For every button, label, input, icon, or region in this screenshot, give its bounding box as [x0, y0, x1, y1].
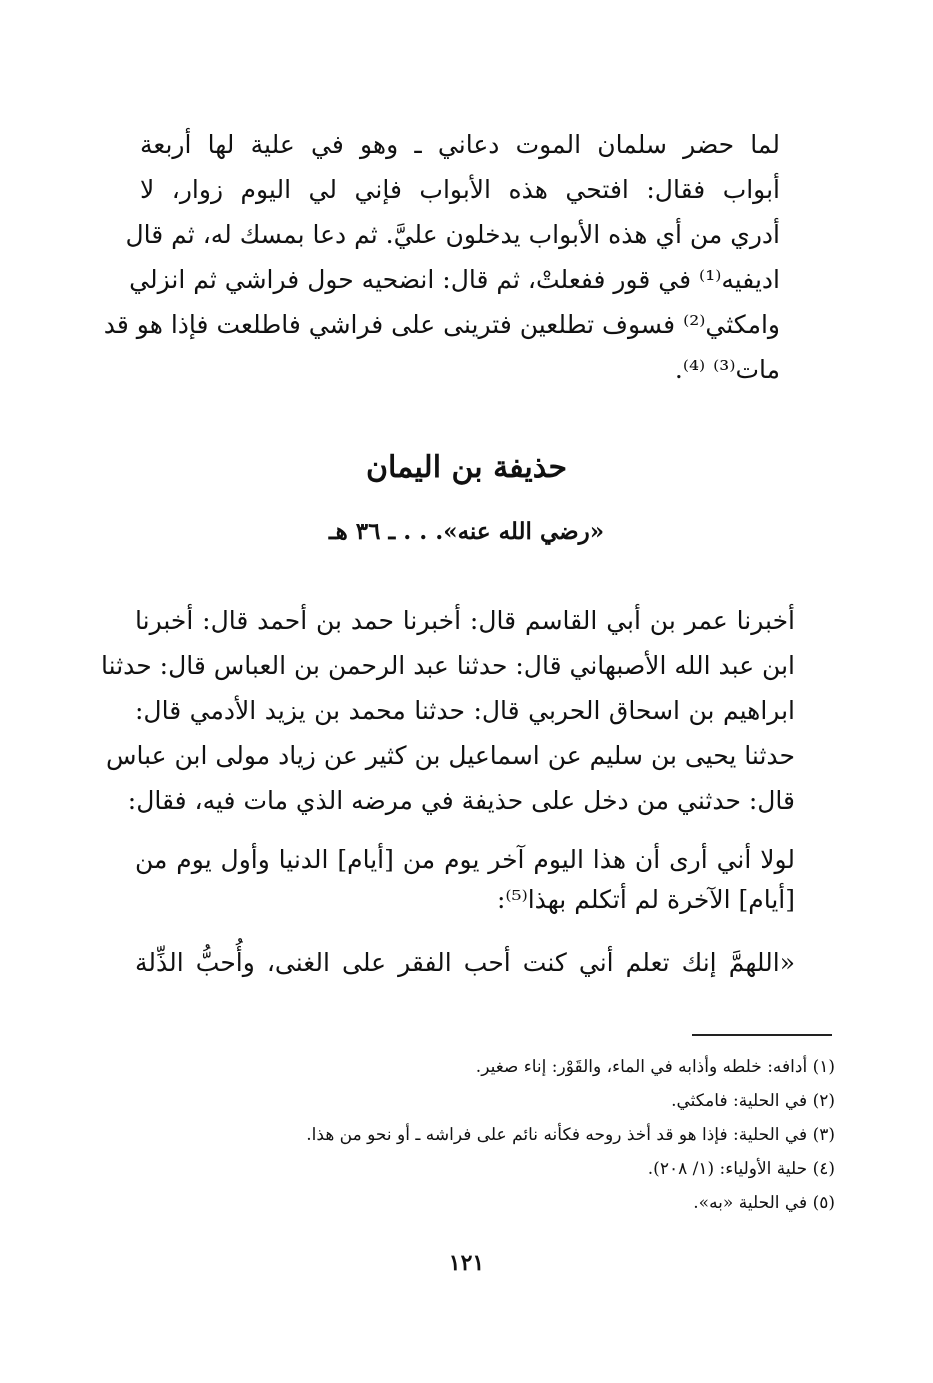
footnote: (٥) في الحلية «به». — [693, 1193, 835, 1213]
text-line: قال: حدثني من دخل على حذيفة في مرضه الذي مات فيه، فقال: — [127, 786, 795, 815]
footnotes — [200, 1050, 835, 1220]
text-line: ابراهيم بن اسحاق الحربي قال: حدثنا محمد بن يزيد الأدمي قال: — [135, 696, 795, 725]
footnote-divider — [692, 1034, 832, 1036]
text-line: لولا أني أرى أن هذا اليوم آخر يوم من [أيام] الدنيا وأول يوم من — [135, 845, 795, 874]
text-line: حدثنا يحيى بن سليم عن اسماعيل بن كثير عن زياد مولى ابن عباس — [105, 741, 795, 770]
paragraph-statement — [135, 840, 795, 920]
text-line: أدري من أي هذه الأبواب يدخلون عليَّ. ثم دعا بمسك له، ثم قال — [125, 220, 780, 249]
section-subtitle: «رضي الله عنه». . . ـ ٣٦ هـ — [328, 518, 605, 545]
footnote: (٤) حلية الأولياء: (١/ ٢٠٨). — [647, 1159, 835, 1179]
section-title: حذيفة بن اليمان — [365, 450, 568, 485]
text-line: «اللهمَّ إنك تعلم أني كنت أحب الفقر على الغنى، وأُحبُّ الذِّلة — [135, 948, 795, 977]
text-line: ابن عبد الله الأصبهاني قال: حدثنا عبد الرحمن بن العباس قال: حدثنا — [101, 651, 795, 680]
footnote: (١) أدافه: خلطه وأذابه في الماء، والقَوْر: إناء صغير. — [475, 1057, 835, 1077]
paragraph-salman — [103, 122, 780, 392]
text-line: ادیفیه⁽¹⁾ في قور ففعلتْ، ثم قال: انضحيه حول فراشي ثم انزلي — [129, 265, 780, 294]
page-number: ١٢١ — [448, 1250, 485, 1276]
paragraph-isnad — [101, 598, 795, 823]
footnote: (٢) في الحلية: فامكثي. — [671, 1091, 835, 1111]
text-line: لما حضر سلمان الموت دعاني ـ وهو في علية لها أربعة — [140, 130, 780, 159]
text-line: أبواب فقال: افتحي هذه الأبواب فإني لي اليوم زوار، لا — [140, 175, 780, 204]
text-line: [أيام] الآخرة لم أتكلم بهذا⁽⁵⁾: — [496, 885, 795, 914]
text-line: وامكثي⁽²⁾ فسوف تطلعين فترينى على فراشي فاطلعت فإذا هو قد — [103, 310, 780, 339]
text-line: مات⁽³⁾ ⁽⁴⁾. — [674, 355, 780, 384]
text-line: أخبرنا عمر بن أبي القاسم قال: أخبرنا حمد بن أحمد قال: أخبرنا — [135, 606, 795, 635]
footnote: (٣) في الحلية: فإذا هو قد أخذ روحه فكأنه نائم على فراشه ـ أو نحو من هذا. — [306, 1125, 835, 1145]
paragraph-dua — [135, 940, 795, 986]
